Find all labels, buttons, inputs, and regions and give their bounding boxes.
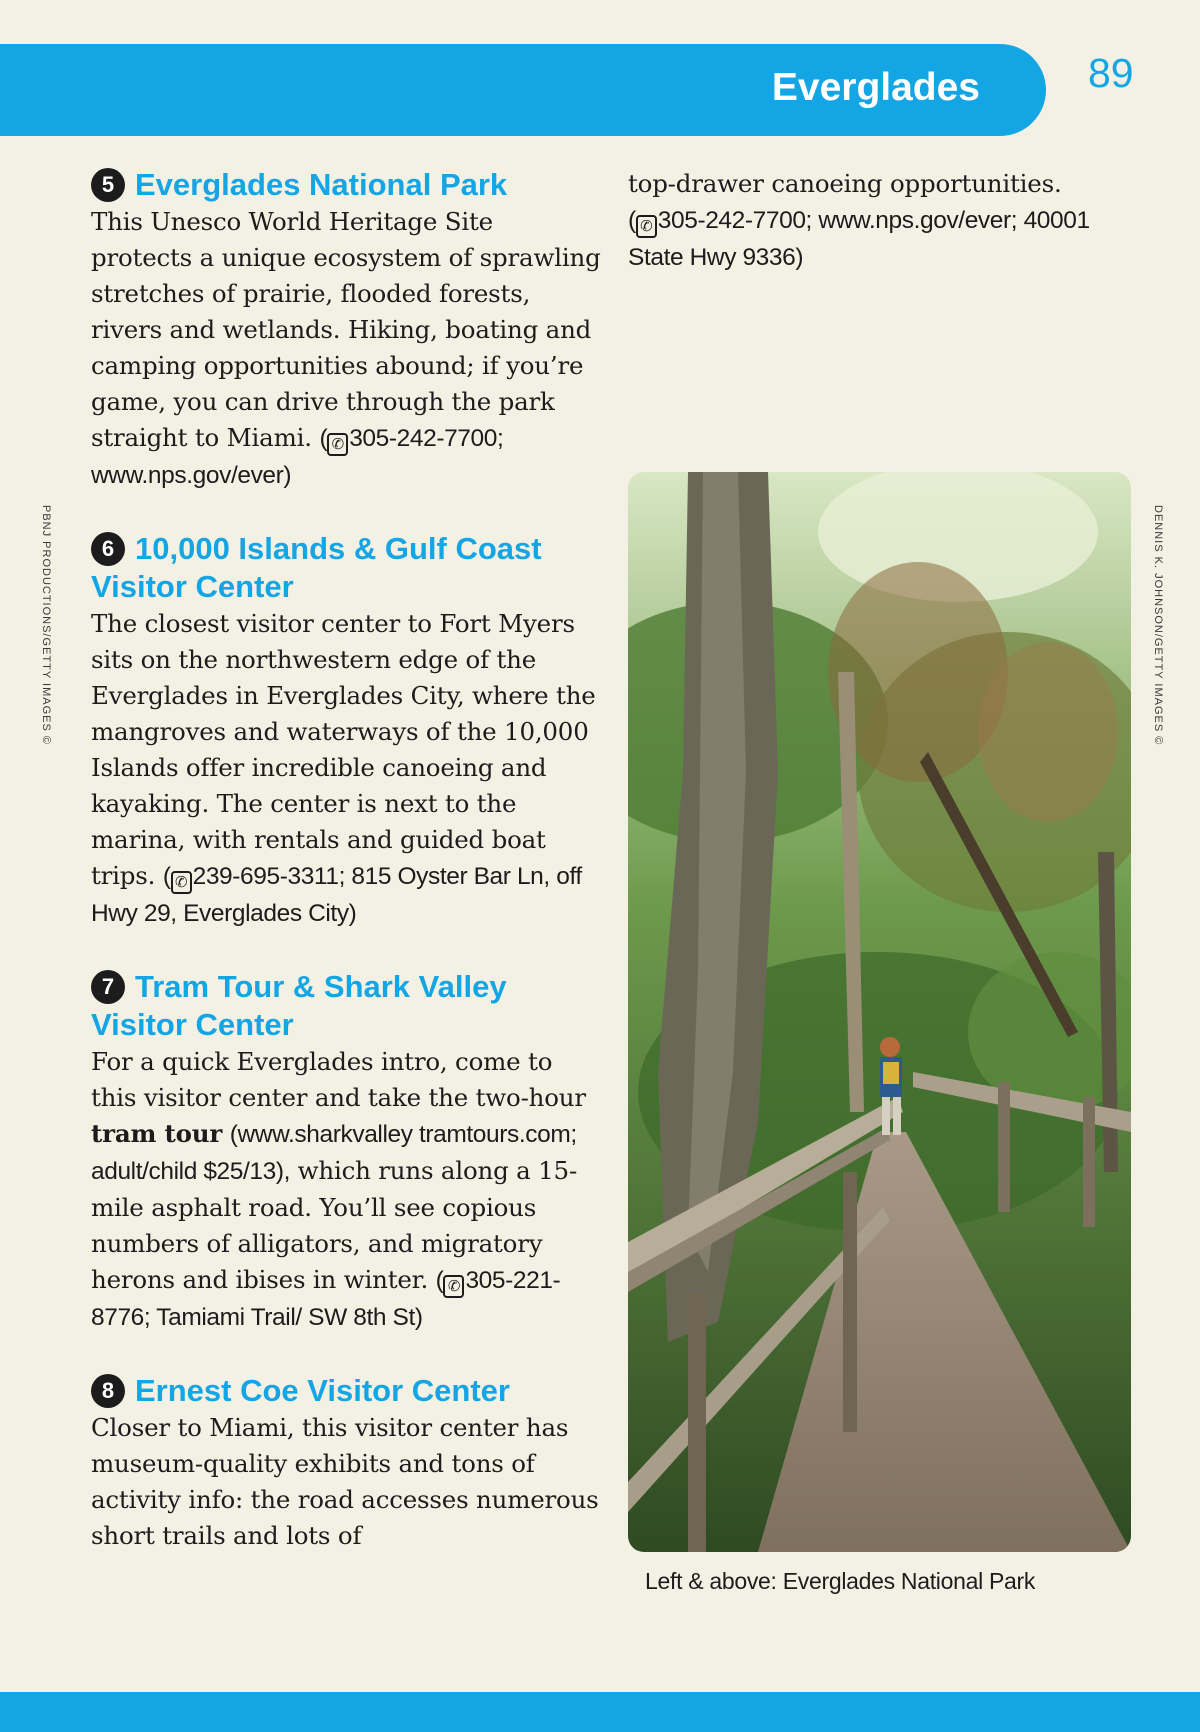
entry-contact: ( ✆ 305-221-8776; Tamiami Trail/ SW 8th St) (91, 1267, 561, 1331)
everglades-boardwalk-photo (628, 472, 1131, 1552)
continued-text (628, 166, 1138, 276)
entry-heading (91, 1372, 601, 1410)
entry-body: Closer to Miami, this visitor center has museum-quality exhibits and tons of activity info: the road accesses numerous short trails and lots of (91, 1413, 599, 1550)
phone-icon: ✆ (327, 433, 348, 456)
right-column (628, 166, 1138, 276)
entry-number-badge: 8 (91, 1374, 125, 1408)
photo-credit-left: PBNJ PRODUCTIONS/GETTY IMAGES © (40, 505, 52, 745)
entry-number-badge: 6 (91, 532, 125, 566)
section-header-band (0, 44, 1046, 136)
section-title: Everglades (771, 66, 980, 109)
continued-description: top-drawer canoeing opportunities. (628, 169, 1062, 198)
entry-everglades-national-park (91, 166, 601, 494)
entry-title: Ernest Coe Visitor Center (135, 1373, 510, 1408)
entry-body (91, 204, 601, 494)
footer-band (0, 1692, 1200, 1732)
entry-heading (91, 968, 601, 1044)
entry-contact: ( ✆ 239-695-3311; 815 Oyster Bar Ln, off Hwy 29, Everglades City) (91, 863, 582, 927)
entry-ernest-coe-visitor-center (91, 1372, 601, 1554)
entry-tram-tour-shark-valley (91, 968, 601, 1336)
entry-title: Tram Tour & Shark Valley Visitor Center (91, 969, 507, 1042)
tram-tour-term: tram tour (91, 1119, 223, 1148)
entry-description: This Unesco World Heritage Site protects a unique ecosystem of sprawling stretches of prairie, flooded forests, rivers and wetlands. Hiking, boating and camping opportunities abound; if you’re game, you can drive through the park straight to Miami. (91, 207, 601, 452)
continued-contact: ( ✆ 305-242-7700; www.nps.gov/ever; 40001 State Hwy 9336) (628, 207, 1090, 271)
photo-caption: Left & above: Everglades National Park (645, 1568, 1036, 1594)
page-number: 89 (1088, 50, 1134, 96)
left-column (91, 166, 601, 1590)
tram-tour-details: (www.sharkvalley tramtours.com; adult/child $25/13), (91, 1121, 577, 1185)
entry-heading (91, 530, 601, 606)
entry-description: The closest visitor center to Fort Myers sits on the northwestern edge of the Everglades in Everglades City, where the mangroves and waterways of the 10,000 Islands offer incredible canoeing and kayaking. The center is next to the marina, with rentals and guided boat trips. (91, 609, 596, 890)
photo-illustration (628, 472, 1131, 1552)
entry-title: Everglades National Park (135, 167, 508, 202)
entry-body (91, 1044, 601, 1336)
entry-heading (91, 166, 601, 204)
entry-contact: ( ✆ 305-242-7700; www.nps.gov/ever) (91, 425, 504, 489)
entry-number-badge: 5 (91, 168, 125, 202)
entry-description: For a quick Everglades intro, come to this visitor center and take the two-hour (91, 1047, 586, 1112)
entry-description-cont: which runs along a 15-mile asphalt road. You’ll see copious numbers of alligators, and migratory herons and ibises in winter. (91, 1156, 578, 1294)
phone-icon: ✆ (636, 215, 657, 238)
phone-icon: ✆ (171, 871, 192, 894)
photo-credit-right: DENNIS K. JOHNSON/GETTY IMAGES © (1152, 505, 1164, 746)
entry-body (91, 606, 601, 932)
entry-title: 10,000 Islands & Gulf Coast Visitor Center (91, 531, 542, 604)
entry-number-badge: 7 (91, 970, 125, 1004)
entry-10000-islands-visitor-center (91, 530, 601, 932)
phone-icon: ✆ (443, 1275, 464, 1298)
